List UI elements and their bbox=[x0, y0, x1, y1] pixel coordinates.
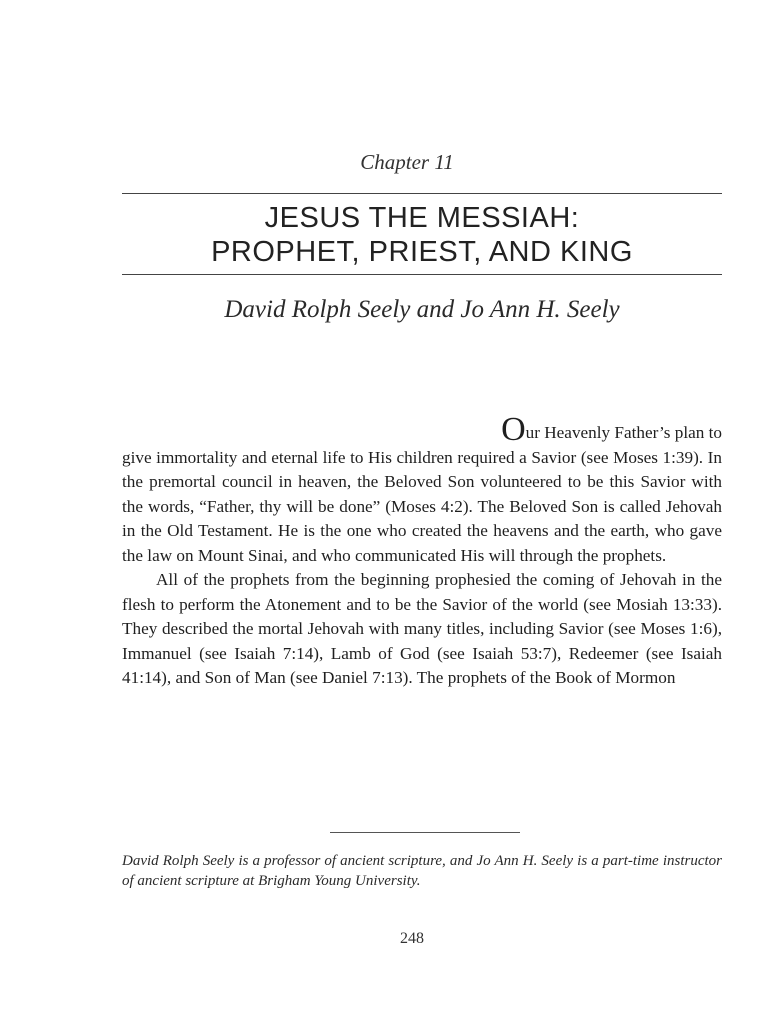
paragraph-1 bbox=[122, 411, 722, 568]
chapter-label: Chapter 11 bbox=[360, 150, 454, 174]
body-text bbox=[122, 411, 722, 691]
paragraph-1-opening: ur Heavenly Father’s plan to bbox=[525, 423, 722, 442]
footnote-rule bbox=[330, 832, 520, 833]
paragraph-1-rest: give immortality and eternal life to His children required a Savior (see Moses 1:39). In the premortal council in heaven, the Beloved Son volunteered to be this Savior with the words, “Father, thy will be done” (Moses 4:2). The Beloved Son is called Jehovah in the Old Testament. He is the one who created the heavens and the earth, who gave the law on Mount Sinai, and who communicated His will through the prophets. bbox=[122, 447, 722, 565]
title-bottom-rule bbox=[122, 274, 722, 275]
chapter-title-line-2: PROPHET, PRIEST, AND KING bbox=[211, 236, 633, 268]
chapter-title-line-1: JESUS THE MESSIAH: bbox=[264, 202, 580, 234]
paragraph-2: All of the prophets from the beginning prophesied the coming of Jehovah in the flesh to perform the Atonement and to be the Savior of the world (see Mosiah 13:33). They described the mortal Jehovah with many titles, including Savior (see Moses 1:6), Immanuel (see Isaiah 7:14), Lamb of God (see Isaiah 53:7), Redeemer (see Isaiah 41:14), and Son of Man (see Daniel 7:13). The prophets of the Book of Mormon bbox=[122, 570, 722, 687]
chapter-authors: David Rolph Seely and Jo Ann H. Seely bbox=[224, 296, 620, 323]
paragraph-1-first-line bbox=[122, 411, 722, 448]
author-footnote: David Rolph Seely is a professor of ancient scripture, and Jo Ann H. Seely is a part-time instructor of ancient scripture at Brigham Young University. bbox=[122, 853, 722, 889]
initial-letter: O bbox=[501, 411, 526, 448]
title-top-rule bbox=[122, 193, 722, 194]
page-number: 248 bbox=[400, 930, 424, 947]
chapter-title bbox=[122, 201, 722, 269]
